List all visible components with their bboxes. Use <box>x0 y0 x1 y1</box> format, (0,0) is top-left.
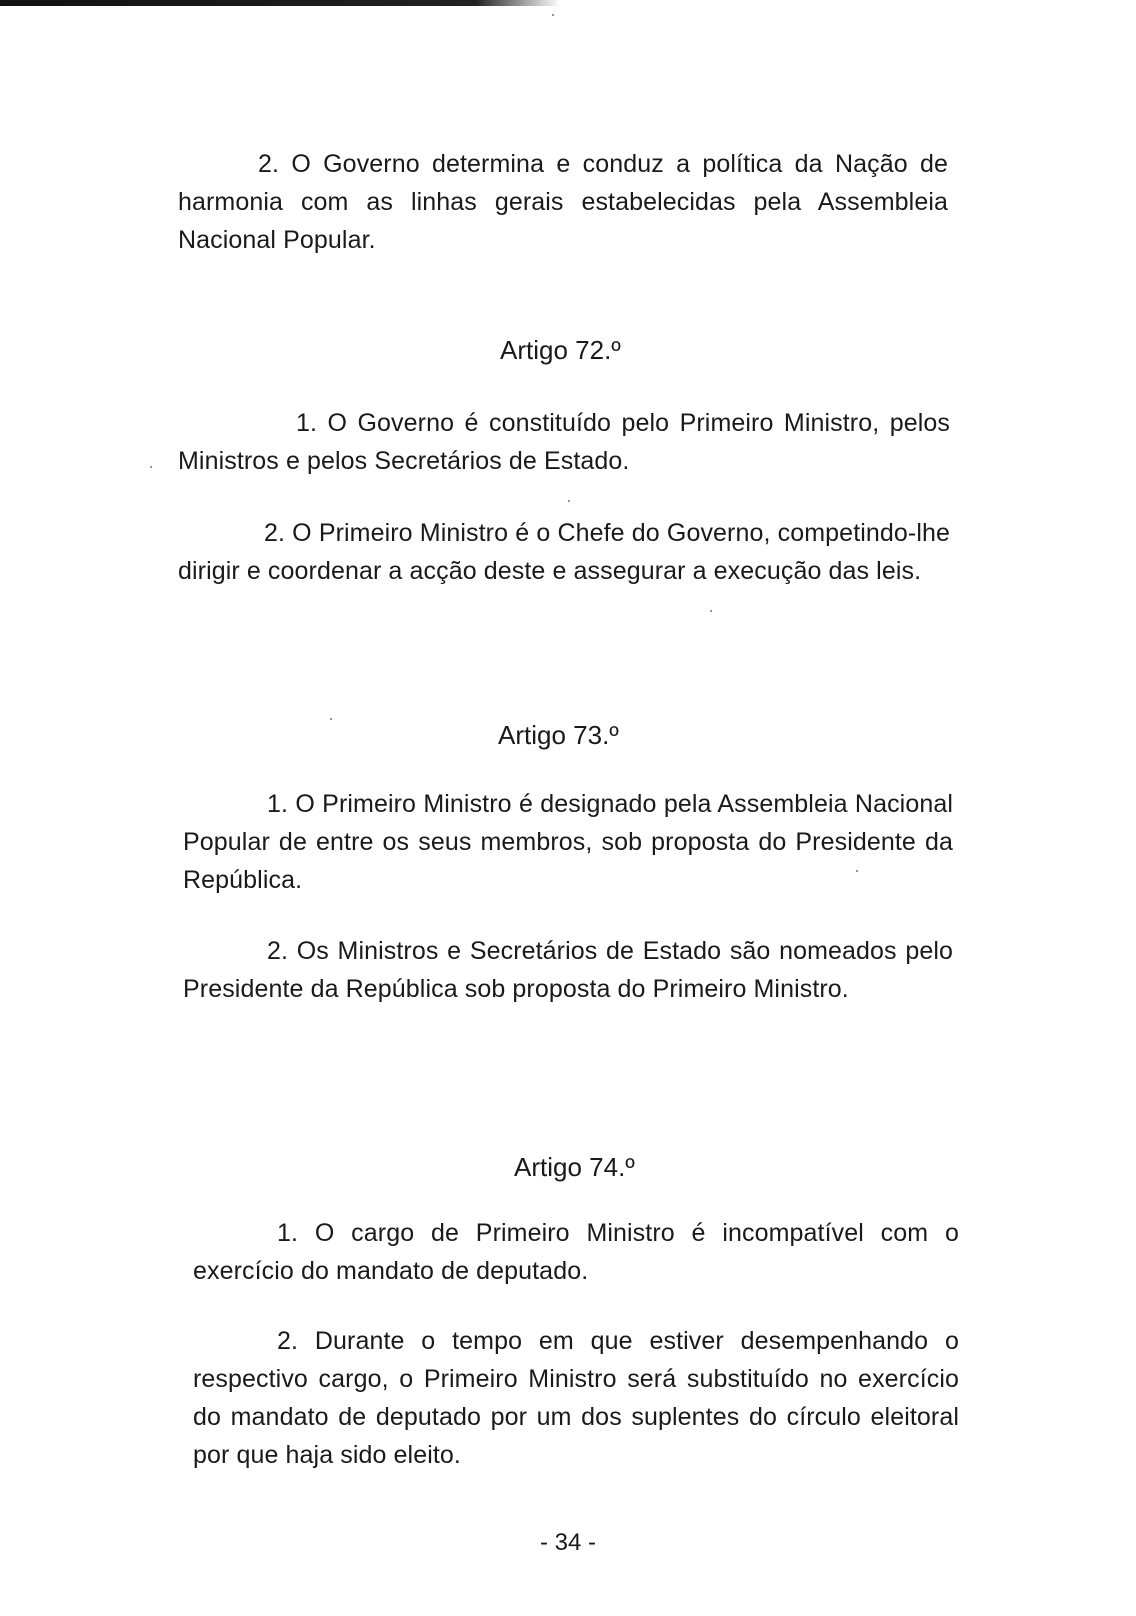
article-72-paragraph-2: 2. O Primeiro Ministro é o Chefe do Governo, competindo-lhe dirigir e coordenar a acção deste e assegurar a execução das leis. <box>178 519 950 585</box>
article-74-heading: Artigo 74.º <box>514 1152 635 1182</box>
scan-speck <box>710 610 712 612</box>
scan-edge-artifact <box>0 0 560 6</box>
article-73-paragraph-1: 1. O Primeiro Ministro é designado pela Assembleia Nacional Popular de entre os seus membros, sob proposta do Presidente da República. <box>183 790 953 894</box>
article-74-paragraph-1: 1. O cargo de Primeiro Ministro é incompatível com o exercício do mandato de deputado. <box>193 1219 959 1285</box>
scan-speck <box>552 14 554 16</box>
article-71-paragraph-2: 2. O Governo determina e conduz a política da Nação de harmonia com as linhas gerais estabelecidas pela Assembleia Nacional Popular. <box>178 150 948 254</box>
article-73-paragraph-2: 2. Os Ministros e Secretários de Estado são nomeados pelo Presidente da República sob proposta do Primeiro Ministro. <box>183 937 953 1003</box>
page-number: - 34 - <box>540 1529 597 1556</box>
scan-speck <box>330 718 332 720</box>
scan-speck <box>568 500 570 502</box>
article-73-heading: Artigo 73.º <box>498 720 619 750</box>
article-72-heading: Artigo 72.º <box>500 335 621 365</box>
scan-speck <box>150 466 152 468</box>
article-74-paragraph-2: 2. Durante o tempo em que estiver desempenhando o respectivo cargo, o Primeiro Ministro será substituído no exercício do mandato de deputado por um dos suplentes do círculo eleitoral por que haja sido eleito. <box>193 1327 959 1469</box>
article-72-paragraph-1: 1. O Governo é constituído pelo Primeiro Ministro, pelos Ministros e pelos Secretários de Estado. <box>178 409 950 475</box>
